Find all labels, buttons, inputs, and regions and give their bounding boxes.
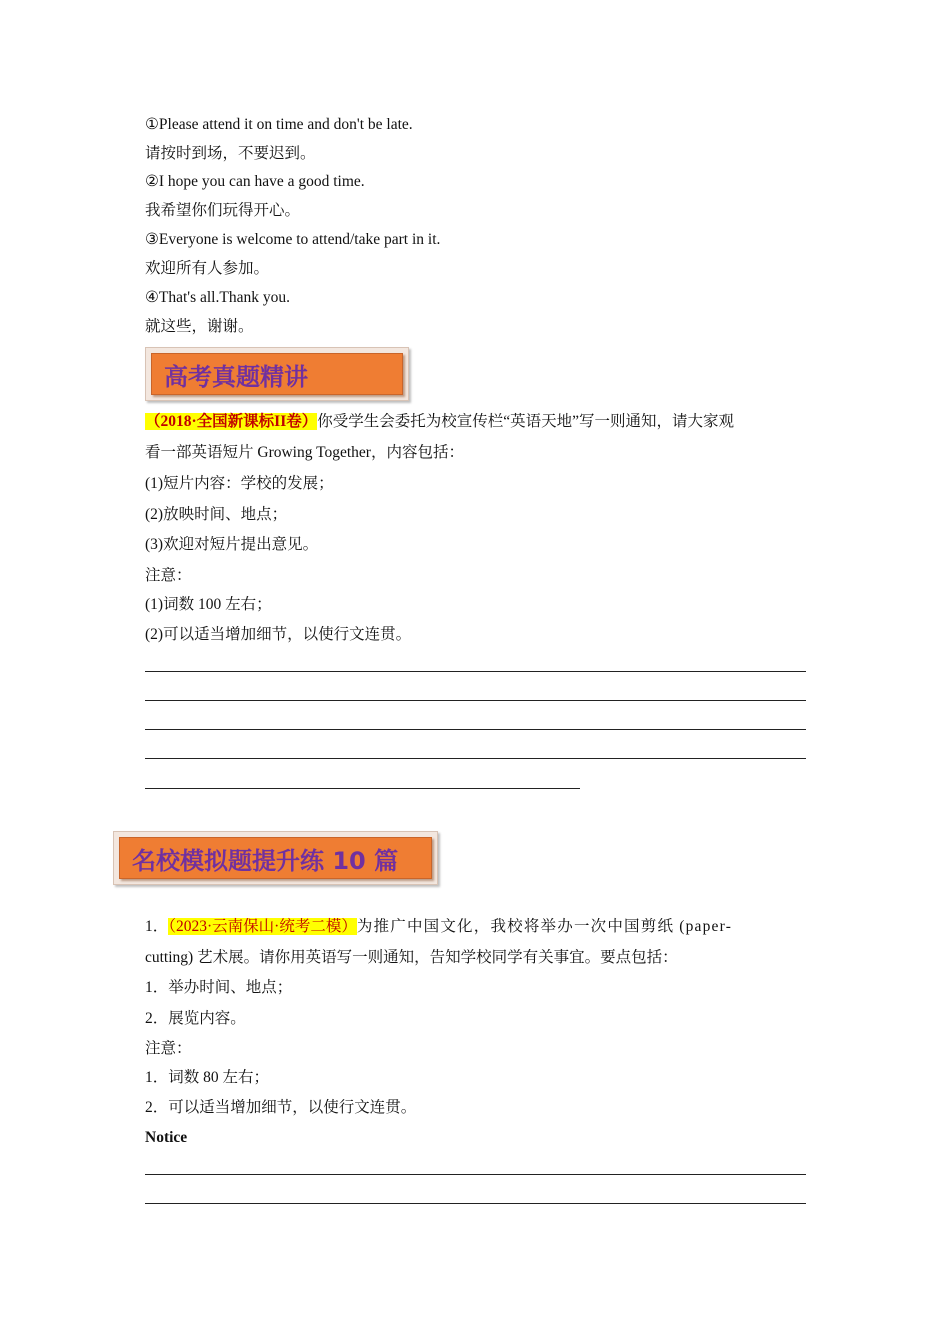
answer-line xyxy=(145,671,806,672)
practice-note-1: 1．词数 80 左右； xyxy=(145,1069,270,1086)
practice-number: 1． xyxy=(145,918,169,935)
sentence-3-zh: 欢迎所有人参加。 xyxy=(145,260,270,277)
banner-title: 高考真题精讲 xyxy=(164,362,308,391)
practice-item-1: 1．举办时间、地点； xyxy=(145,979,293,996)
exam-note-2: (2)可以适当增加细节，以使行文连贯。 xyxy=(145,626,412,643)
sentence-3-en: ③Everyone is welcome to attend/take part in it. xyxy=(145,231,441,248)
sentence-1-zh: 请按时到场，不要迟到。 xyxy=(145,145,316,162)
answer-line xyxy=(145,1203,806,1204)
section-banner-exam xyxy=(145,347,409,401)
practice-intro-text-1: 为推广中国文化，我校将举办一次中国剪纸 (paper- xyxy=(356,918,733,935)
exam-item-2: (2)放映时间、地点； xyxy=(145,506,288,523)
section-banner-practice xyxy=(113,831,438,885)
banner-title: 名校模拟题提升练 10 篇 xyxy=(132,846,399,875)
practice-note-label: 注意： xyxy=(145,1040,192,1057)
practice-item-2: 2．展览内容。 xyxy=(145,1010,246,1027)
exam-intro-line-1 xyxy=(145,411,734,433)
answer-line xyxy=(145,758,806,759)
answer-line xyxy=(145,700,806,701)
practice-intro xyxy=(145,912,807,942)
notice-title: Notice xyxy=(145,1129,188,1146)
exam-note-1: (1)词数 100 左右； xyxy=(145,596,272,613)
answer-line xyxy=(145,1174,806,1175)
sentence-2-zh: 我希望你们玩得开心。 xyxy=(145,202,301,219)
sentence-4-zh: 就这些，谢谢。 xyxy=(145,318,254,335)
exam-intro-text-1: 你受学生会委托为校宣传栏“英语天地”写一则通知，请大家观 xyxy=(317,413,734,430)
sentence-2-en: ②I hope you can have a good time. xyxy=(145,173,365,190)
exam-note-label: 注意： xyxy=(145,567,192,584)
practice-note-2: 2．可以适当增加细节，以使行文连贯。 xyxy=(145,1099,417,1116)
sentence-4-en: ④That's all.Thank you. xyxy=(145,289,290,306)
exam-item-3: (3)欢迎对短片提出意见。 xyxy=(145,536,319,553)
banner-fill xyxy=(119,837,432,879)
exam-source-tag: （2018·全国新课标II卷） xyxy=(145,413,318,430)
sentence-1-en: ①Please attend it on time and don't be late. xyxy=(145,116,413,133)
exam-item-1: (1)短片内容：学校的发展； xyxy=(145,475,334,492)
answer-line xyxy=(145,788,580,789)
banner-fill xyxy=(151,353,403,395)
practice-source-tag: （2023·云南保山·统考二模） xyxy=(168,918,357,935)
practice-intro-line-2: cutting) 艺术展。请你用英语写一则通知，告知学校同学有关事宜。要点包括： xyxy=(145,949,678,966)
answer-line xyxy=(145,729,806,730)
exam-intro-line-2: 看一部英语短片 Growing Together，内容包括： xyxy=(145,444,464,461)
